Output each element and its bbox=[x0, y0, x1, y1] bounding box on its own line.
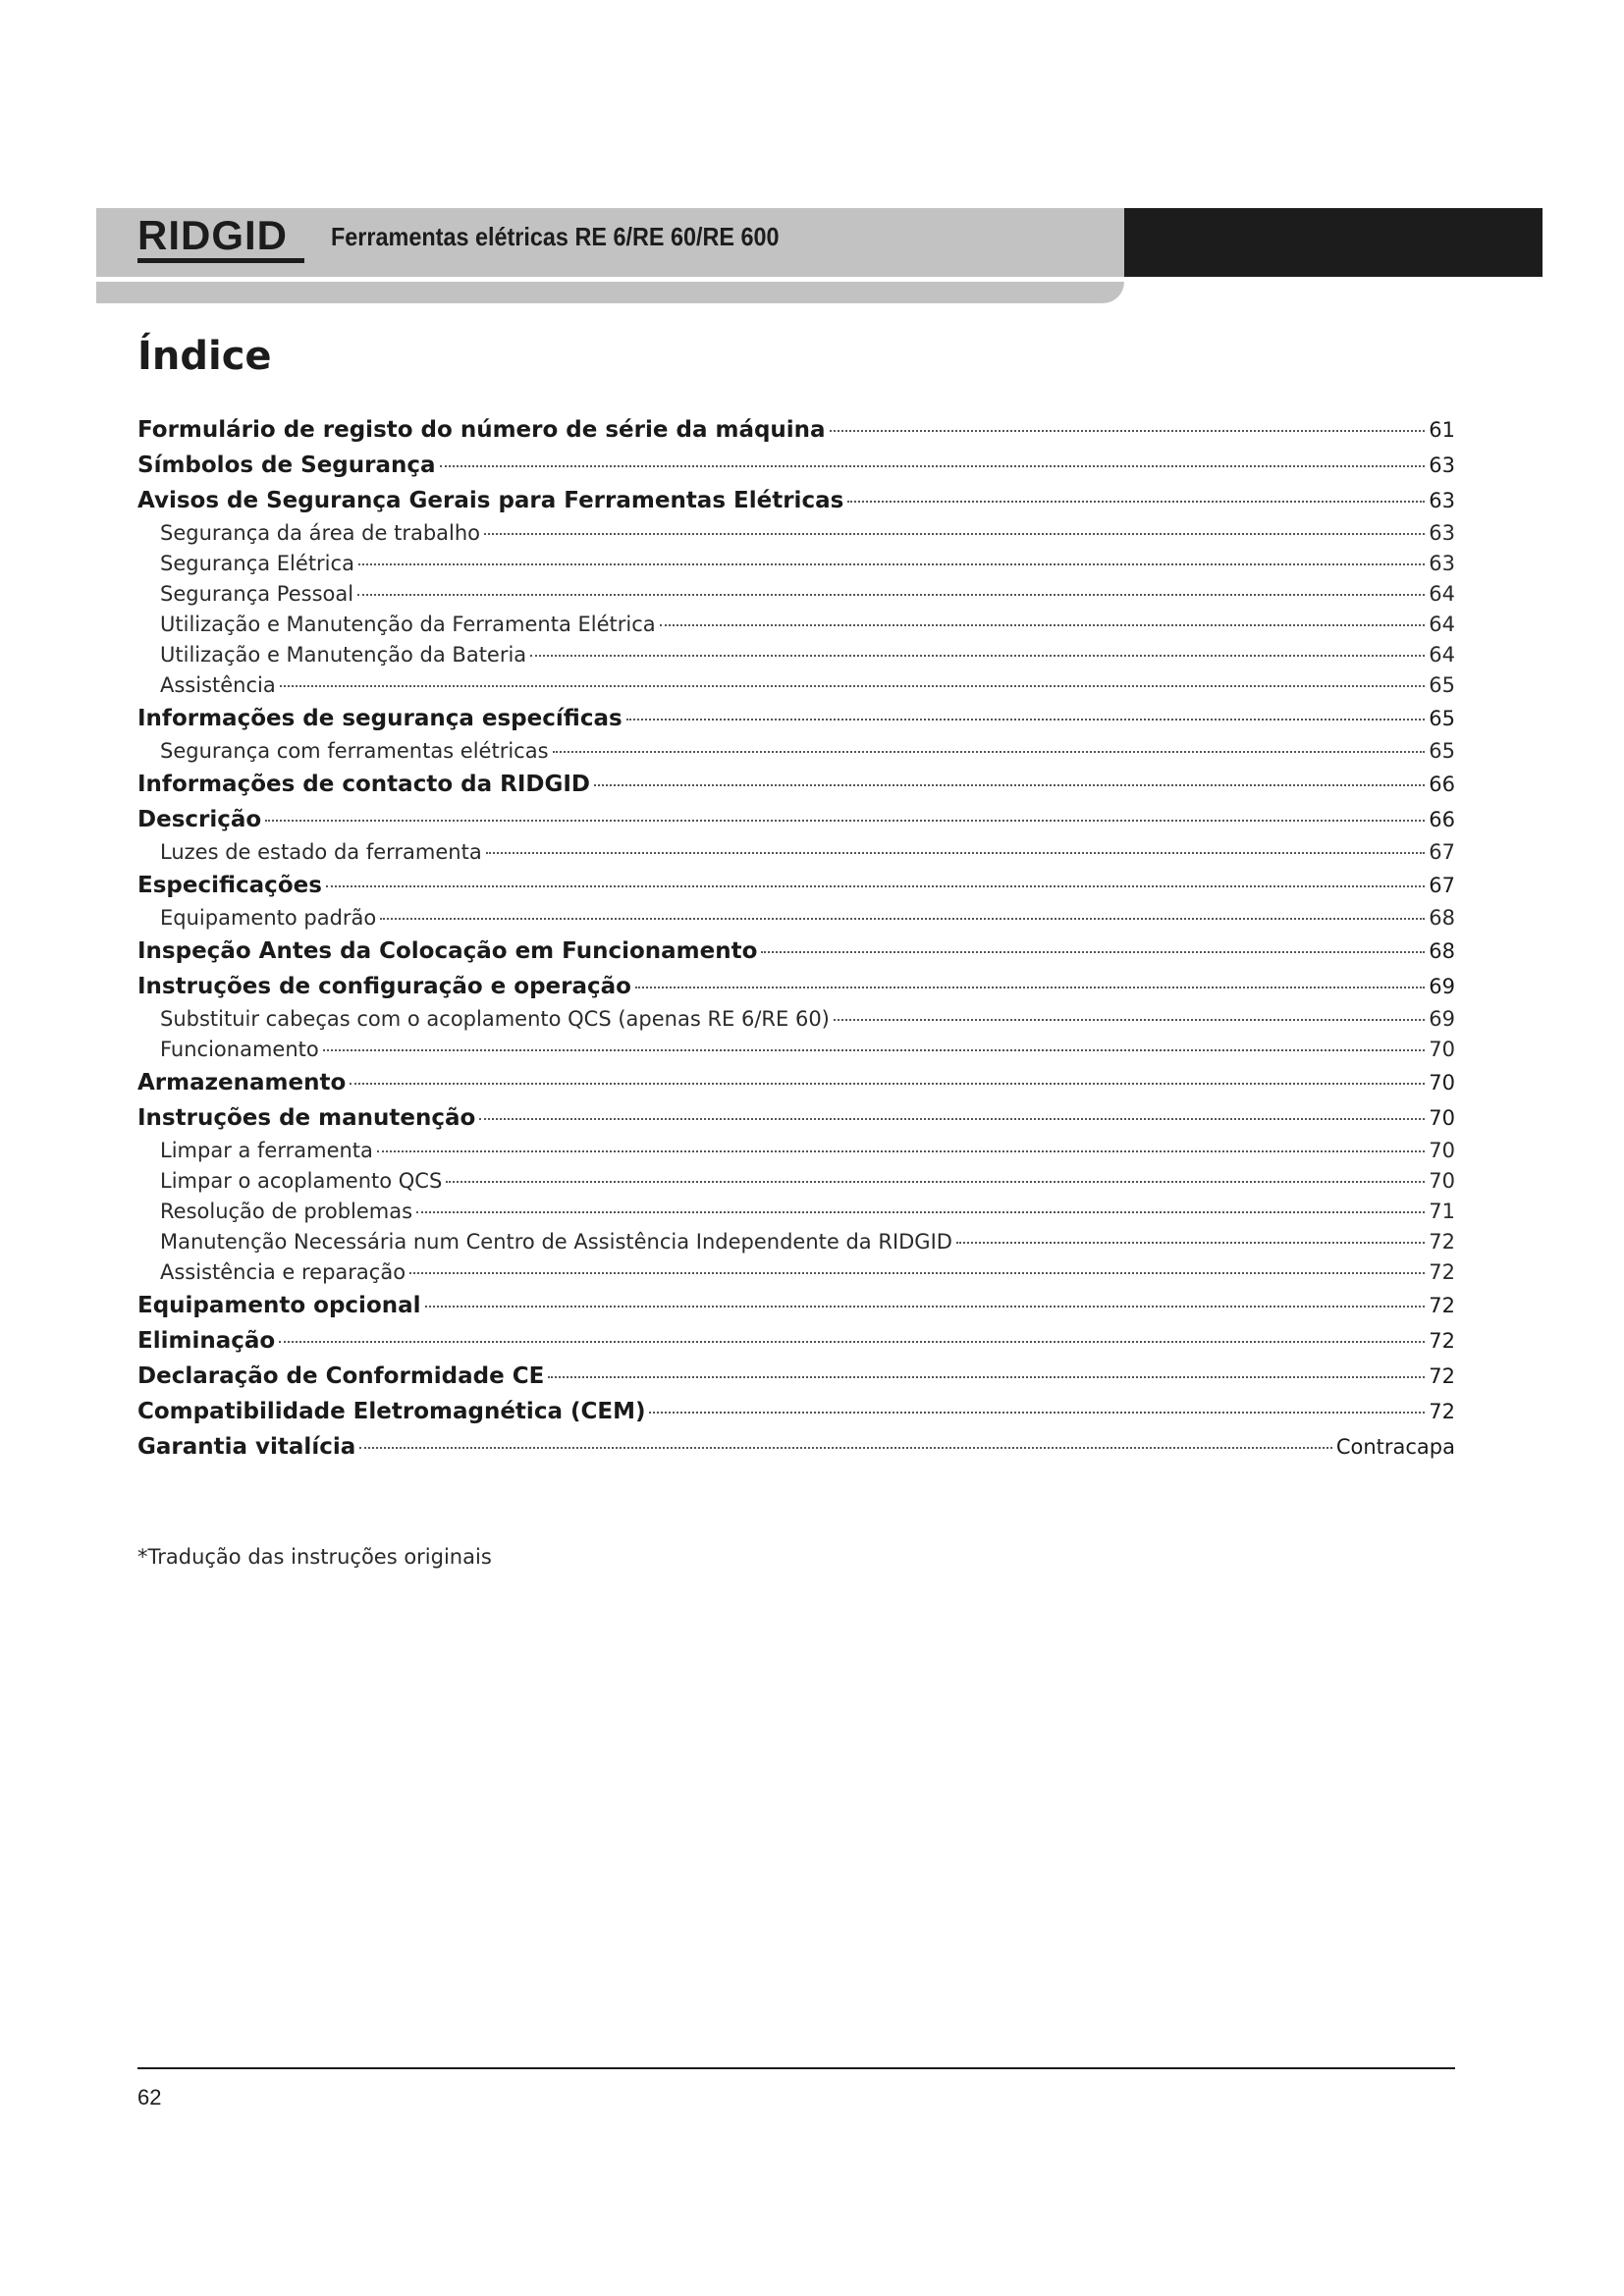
toc-dot-leader bbox=[350, 1083, 1425, 1085]
toc-dot-leader bbox=[548, 1376, 1425, 1378]
footnote: *Tradução das instruções originais bbox=[137, 1545, 492, 1569]
toc-entry-label: Segurança da área de trabalho bbox=[160, 521, 481, 545]
toc-entry-page: 69 bbox=[1429, 1007, 1455, 1031]
toc-entry[interactable] bbox=[137, 736, 1455, 767]
toc-entry-page: 68 bbox=[1429, 939, 1455, 963]
toc-dot-leader bbox=[626, 719, 1426, 721]
toc-entry[interactable] bbox=[137, 1394, 1455, 1429]
toc-entry[interactable] bbox=[137, 1136, 1455, 1166]
logo-underline bbox=[137, 258, 304, 263]
toc-entry-label: Avisos de Segurança Gerais para Ferramentas Elétricas bbox=[137, 488, 844, 513]
toc-entry-label: Assistência e reparação bbox=[160, 1260, 406, 1284]
toc-entry-label: Segurança Pessoal bbox=[160, 582, 354, 606]
toc-dot-leader bbox=[484, 533, 1425, 535]
toc-entry-page: 64 bbox=[1429, 582, 1455, 606]
toc-entry-label: Utilização e Manutenção da Ferramenta Elétrica bbox=[160, 613, 656, 636]
toc-entry-label: Assistência bbox=[160, 673, 276, 697]
toc-dot-leader bbox=[357, 594, 1425, 596]
toc-entry-page: 70 bbox=[1429, 1139, 1455, 1162]
toc-entry-page: 70 bbox=[1429, 1038, 1455, 1061]
toc-entry[interactable] bbox=[137, 640, 1455, 670]
toc-entry[interactable] bbox=[137, 837, 1455, 868]
toc-dot-leader bbox=[635, 987, 1425, 988]
toc-dot-leader bbox=[530, 655, 1425, 657]
toc-dot-leader bbox=[265, 820, 1425, 822]
toc-entry-label: Símbolos de Segurança bbox=[137, 453, 436, 478]
toc-entry[interactable] bbox=[137, 483, 1455, 518]
toc-entry-page: 72 bbox=[1429, 1294, 1455, 1317]
toc-entry-page: 63 bbox=[1429, 454, 1455, 477]
toc-entry-label: Funcionamento bbox=[160, 1038, 319, 1061]
toc-entry-page: 66 bbox=[1429, 773, 1455, 796]
toc-dot-leader bbox=[279, 1341, 1425, 1343]
toc-dot-leader bbox=[280, 685, 1426, 687]
toc-dot-leader bbox=[326, 885, 1425, 887]
toc-entry[interactable] bbox=[137, 969, 1455, 1004]
toc-entry-label: Instruções de manutenção bbox=[137, 1105, 476, 1131]
toc-entry-label: Equipamento opcional bbox=[137, 1293, 421, 1318]
toc-entry-label: Informações de segurança específicas bbox=[137, 706, 623, 731]
toc-dot-leader bbox=[660, 624, 1426, 626]
toc-dot-leader bbox=[440, 465, 1426, 467]
toc-entry-label: Especificações bbox=[137, 873, 322, 898]
toc-dot-leader bbox=[323, 1049, 1426, 1051]
toc-entry-page: 65 bbox=[1429, 673, 1455, 697]
toc-entry-page: 61 bbox=[1429, 418, 1455, 442]
toc-entry-label: Equipamento padrão bbox=[160, 906, 377, 930]
toc-entry-label: Armazenamento bbox=[137, 1070, 347, 1095]
toc-entry[interactable] bbox=[137, 518, 1455, 549]
toc-entry[interactable] bbox=[137, 767, 1455, 802]
toc-entry-label: Eliminação bbox=[137, 1328, 276, 1354]
toc-dot-leader bbox=[377, 1150, 1425, 1152]
toc-dot-leader bbox=[409, 1272, 1425, 1274]
toc-entry-label: Formulário de registo do número de série da máquina bbox=[137, 417, 826, 443]
toc-entry-page: 68 bbox=[1429, 906, 1455, 930]
toc-dot-leader bbox=[359, 1447, 1332, 1449]
toc-dot-leader bbox=[649, 1412, 1425, 1414]
toc-entry-page: 63 bbox=[1429, 521, 1455, 545]
toc-entry-page: 65 bbox=[1429, 739, 1455, 763]
toc-entry-label: Luzes de estado da ferramenta bbox=[160, 840, 482, 864]
ridgid-logo bbox=[137, 214, 304, 265]
page-title: Índice bbox=[137, 334, 272, 379]
toc-dot-leader bbox=[594, 784, 1425, 786]
toc-entry[interactable] bbox=[137, 579, 1455, 610]
toc-entry[interactable] bbox=[137, 1323, 1455, 1359]
toc-dot-leader bbox=[446, 1181, 1425, 1183]
toc-entry[interactable] bbox=[137, 1257, 1455, 1288]
toc-entry-label: Resolução de problemas bbox=[160, 1200, 413, 1223]
toc-entry-label: Manutenção Necessária num Centro de Assistência Independente da RIDGID bbox=[160, 1230, 952, 1254]
toc-entry-label: Segurança com ferramentas elétricas bbox=[160, 739, 549, 763]
toc-dot-leader bbox=[847, 501, 1425, 503]
toc-entry[interactable] bbox=[137, 412, 1455, 448]
toc-entry-label: Compatibilidade Eletromagnética (CEM) bbox=[137, 1399, 646, 1424]
toc-dot-leader bbox=[553, 751, 1426, 753]
header-underline bbox=[96, 282, 1124, 303]
toc-dot-leader bbox=[380, 918, 1425, 920]
toc-entry[interactable] bbox=[137, 802, 1455, 837]
toc-dot-leader bbox=[479, 1118, 1425, 1120]
toc-entry-label: Utilização e Manutenção da Bateria bbox=[160, 643, 527, 667]
toc-dot-leader bbox=[358, 563, 1425, 565]
toc-entry-page: 66 bbox=[1429, 808, 1455, 831]
toc-entry[interactable] bbox=[137, 1197, 1455, 1227]
page-number: 62 bbox=[137, 2085, 162, 2109]
toc-dot-leader bbox=[416, 1211, 1425, 1213]
toc-entry-label: Limpar o acoplamento QCS bbox=[160, 1169, 443, 1193]
toc-entry[interactable] bbox=[137, 1035, 1455, 1065]
toc-entry-page: 72 bbox=[1429, 1260, 1455, 1284]
toc-dot-leader bbox=[834, 1019, 1425, 1021]
toc-entry[interactable] bbox=[137, 701, 1455, 736]
toc-entry-label: Garantia vitalícia bbox=[137, 1434, 356, 1460]
toc-entry-label: Inspeção Antes da Colocação em Funcionamento bbox=[137, 938, 758, 964]
header-dark-block bbox=[1124, 208, 1543, 277]
toc-entry-page: 64 bbox=[1429, 613, 1455, 636]
toc-entry[interactable] bbox=[137, 1100, 1455, 1136]
toc-dot-leader bbox=[486, 852, 1426, 854]
toc-entry[interactable] bbox=[137, 448, 1455, 483]
toc-entry-page: 70 bbox=[1429, 1071, 1455, 1095]
toc-entry-page: 69 bbox=[1429, 975, 1455, 998]
toc-entry-page: 72 bbox=[1429, 1364, 1455, 1388]
toc-entry-label: Informações de contacto da RIDGID bbox=[137, 772, 591, 797]
footer-rule bbox=[137, 2067, 1455, 2069]
toc-entry-label: Limpar a ferramenta bbox=[160, 1139, 373, 1162]
toc-entry-page: 72 bbox=[1429, 1230, 1455, 1254]
toc-entry[interactable] bbox=[137, 1166, 1455, 1197]
toc-entry[interactable] bbox=[137, 1004, 1455, 1035]
toc-dot-leader bbox=[425, 1306, 1426, 1308]
toc-entry-page: 67 bbox=[1429, 874, 1455, 897]
logo-text: RIDGID bbox=[137, 212, 288, 258]
toc-entry-label: Segurança Elétrica bbox=[160, 552, 354, 575]
toc-entry-label: Declaração de Conformidade CE bbox=[137, 1363, 545, 1389]
toc-entry-page: 72 bbox=[1429, 1329, 1455, 1353]
toc-dot-leader bbox=[830, 430, 1426, 432]
toc-entry[interactable] bbox=[137, 1359, 1455, 1394]
toc-entry-page: 63 bbox=[1429, 489, 1455, 512]
table-of-contents bbox=[137, 412, 1455, 1465]
toc-entry[interactable] bbox=[137, 1288, 1455, 1323]
toc-entry-label: Descrição bbox=[137, 807, 262, 832]
toc-entry[interactable] bbox=[137, 934, 1455, 969]
toc-entry-page: 64 bbox=[1429, 643, 1455, 667]
toc-entry-page: 70 bbox=[1429, 1169, 1455, 1193]
toc-dot-leader bbox=[956, 1242, 1425, 1244]
toc-entry[interactable] bbox=[137, 1065, 1455, 1100]
toc-dot-leader bbox=[761, 951, 1425, 953]
toc-entry[interactable] bbox=[137, 903, 1455, 934]
toc-entry[interactable] bbox=[137, 549, 1455, 579]
toc-entry-page: 67 bbox=[1429, 840, 1455, 864]
toc-entry[interactable] bbox=[137, 868, 1455, 903]
toc-entry-label: Instruções de configuração e operação bbox=[137, 974, 631, 999]
toc-entry[interactable] bbox=[137, 1429, 1455, 1465]
toc-entry[interactable] bbox=[137, 610, 1455, 640]
toc-entry-page: 63 bbox=[1429, 552, 1455, 575]
toc-entry-label: Substituir cabeças com o acoplamento QCS (apenas RE 6/RE 60) bbox=[160, 1007, 830, 1031]
toc-entry-page: 71 bbox=[1429, 1200, 1455, 1223]
toc-entry[interactable] bbox=[137, 1227, 1455, 1257]
header-title: Ferramentas elétricas RE 6/RE 60/RE 600 bbox=[331, 222, 780, 251]
toc-entry-page: 72 bbox=[1429, 1400, 1455, 1423]
toc-entry-page: 70 bbox=[1429, 1106, 1455, 1130]
toc-entry-page: 65 bbox=[1429, 707, 1455, 730]
toc-entry[interactable] bbox=[137, 670, 1455, 701]
toc-entry-page: Contracapa bbox=[1335, 1435, 1455, 1459]
